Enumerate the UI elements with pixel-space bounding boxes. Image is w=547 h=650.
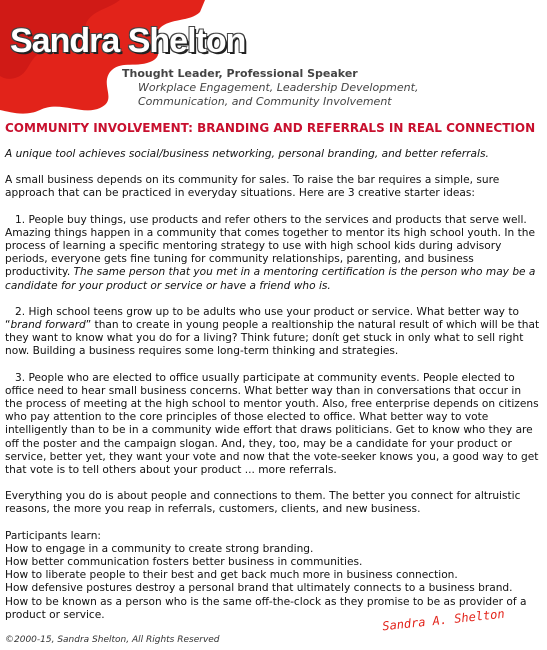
idea-2-text-b: ” than to create in young people a realtionship the natural result of which will be that they want to know what you do for a living? Think future; donít get stuck in only what to sell right now. Building a business requires some long-term thinking and strategies. — [5, 319, 540, 358]
article-body — [5, 121, 540, 622]
idea-2-paragraph — [5, 306, 540, 359]
closing-paragraph: Everything you do is about people and connections to them. The better you connect for altruistic reasons, the more you reap in referrals, customers, clients, and new business. — [5, 490, 521, 516]
idea-3-paragraph: 3. People who are elected to office usually participate at community events. People elected to office need to hear small business concerns. What better way than in conversations that occur in the process of meeting at the high school to mentor youth. Also, free enterprise depends on citizens who pay attention to the core principles of those elected to office. What better way to vote intelligently than to be in a community wide effort that draws politicians. Get to know who they are off the poster and the campaign slogan. And, they, too, may be a candidate for your product or service, better yet, they want your vote and now that the vote-seeker knows you, a good way to get that vote is to tell others about your product ... more referrals. — [5, 371, 539, 477]
brand-name: Sandra Shelton — [10, 22, 246, 60]
idea-2-italic: brand forward — [10, 319, 86, 332]
idea-1-italic: The same person that you met in a mentoring certification is the person who may be a candidate for your product or service or have a friend who is. — [5, 266, 536, 292]
tagline: Thought Leader, Professional Speaker — [122, 67, 358, 80]
signature: Sandra A. Shelton — [381, 606, 506, 634]
list-item: How to be known as a person who is the same off-the-clock as they promise to be as provider of a product or service. — [5, 595, 527, 621]
learn-heading: Participants learn: — [5, 529, 102, 542]
list-item: How to liberate people to their best and get back much more in business connection. — [5, 569, 458, 582]
list-item: How better communication fosters better business in communities. — [5, 556, 363, 569]
intro-paragraph: A small business depends on its community for sales. To raise the bar requires a simple, sure approach that can be practiced in everyday situations. Here are 3 creative starter ideas: — [5, 174, 500, 200]
list-item: How to engage in a community to create strong branding. — [5, 542, 314, 555]
idea-1-paragraph — [5, 214, 540, 293]
idea-2-text-a: 2. High school teens grow up to be adults who use your product or service. What better way to “ — [5, 305, 519, 332]
idea-1-text: 1. People buy things, use products and refer others to the services and products that serve well. Amazing things happen in a community that comes together to mentor its high school youth. In the process of learning a specific mentoring strategy to use with high school kids during advisory periods, everyone gets fine tuning for community relationships, parenting, and business productivity. — [5, 213, 535, 279]
article-subhead: A unique tool achieves social/business networking, personal branding, and better referrals. — [5, 148, 489, 160]
header — [0, 0, 547, 118]
subtag-line-2: Communication, and Community Involvement — [138, 95, 392, 108]
subtag-line-1: Workplace Engagement, Leadership Development, — [138, 81, 419, 94]
list-item: How defensive postures destroy a personal brand that ultimately connects to a business brand. — [5, 582, 513, 595]
article-headline: COMMUNITY INVOLVEMENT: BRANDING AND REFERRALS IN REAL CONNECTION — [5, 121, 536, 135]
copyright-notice: ©2000-15, Sandra Shelton, All Rights Reserved — [5, 635, 220, 645]
